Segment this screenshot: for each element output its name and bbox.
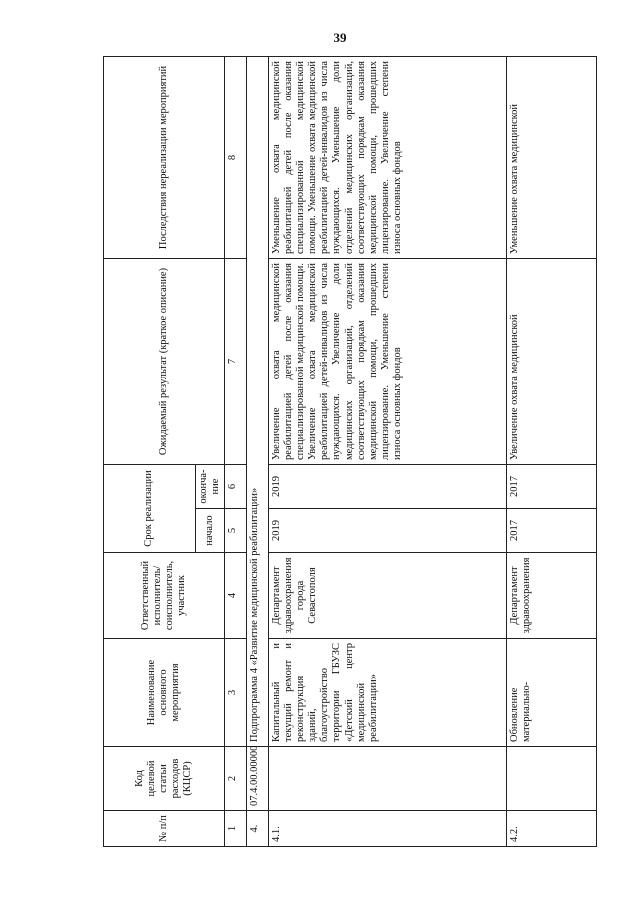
header-start: начало: [196, 509, 225, 553]
row-start: 2019: [269, 509, 507, 553]
column-number: 8: [225, 56, 247, 258]
row-consequence: Уменьшение охвата медицинской: [507, 56, 597, 258]
row-name: Капитальный и текущий ремонт и реконструкция зданий, благоустройство территории ГБУЗС «Детский центр медицинской реабилитации»: [269, 639, 507, 747]
rotated-table-wrapper: [103, 57, 573, 847]
column-number: 3: [225, 639, 247, 747]
header-name: Наименование основного мероприятия: [104, 639, 225, 747]
subprogram-code: 07.4.00.00000: [247, 747, 269, 811]
subprogram-number: 4.: [247, 811, 269, 847]
row-result: Увеличение охвата медицинской: [507, 258, 597, 464]
row-start: 2017: [507, 509, 597, 553]
row-code: [507, 747, 597, 811]
row-number: 4.2.: [507, 811, 597, 847]
column-number-row: [225, 56, 247, 846]
subprogram-title: Подпрограмма 4 «Развитие медицинской реабилитации»: [247, 56, 269, 746]
row-end: 2019: [269, 464, 507, 508]
column-number: 6: [225, 464, 247, 508]
table-row: [269, 56, 507, 846]
column-number: 4: [225, 553, 247, 639]
row-number: 4.1.: [269, 811, 507, 847]
table-header-row: [104, 56, 196, 846]
row-result: Увеличение охвата медицинской реабилитацией детей после оказания специализированной медицинской помощи. Увеличение охвата медицинской реабилитацией детей-инвалидов из числа нуждающихся. Увеличение доли медицинских организаций, отделений соответствующих порядкам оказания медицинской помощи, прошедших лицензирование. Уменьшение степени износа основных фондов: [269, 258, 507, 464]
header-number: № п/п: [104, 811, 225, 847]
header-responsible: Ответственный исполнитель/ соисполнитель, участник: [104, 553, 225, 639]
header-result: Ожидаемый результат (краткое описание): [104, 258, 225, 464]
row-responsible: Департамент здравоохранения города Севастополя: [269, 553, 507, 639]
header-consequence: Последствия нереализации мероприятий: [104, 56, 225, 258]
column-number: 7: [225, 258, 247, 464]
row-consequence: Уменьшение охвата медицинской реабилитацией детей после оказания специализированной медицинской помощи. Уменьшение охвата медицинской реабилитацией детей-инвалидов из числа нуждающихся. Уменьшение доли отделений медицинских организаций, соответствующих порядкам оказания медицинской помощи, прошедших лицензирование. Увеличение степени износа основных фондов: [269, 56, 507, 258]
header-code: Код целевой статьи расходов (КЦСР): [104, 747, 225, 811]
table-row: [507, 56, 597, 846]
row-end: 2017: [507, 464, 597, 508]
subprogram-row: [247, 56, 269, 846]
row-responsible: Департамент здравоохранения: [507, 553, 597, 639]
header-term: Срок реализации: [104, 464, 196, 552]
row-name: Обновление материально-: [507, 639, 597, 747]
column-number: 2: [225, 747, 247, 811]
column-number: 5: [225, 509, 247, 553]
measures-table: [103, 56, 597, 847]
page-number: 39: [333, 30, 347, 45]
column-number: 1: [225, 811, 247, 847]
row-code: [269, 747, 507, 811]
header-end: оконча-ние: [196, 464, 225, 508]
